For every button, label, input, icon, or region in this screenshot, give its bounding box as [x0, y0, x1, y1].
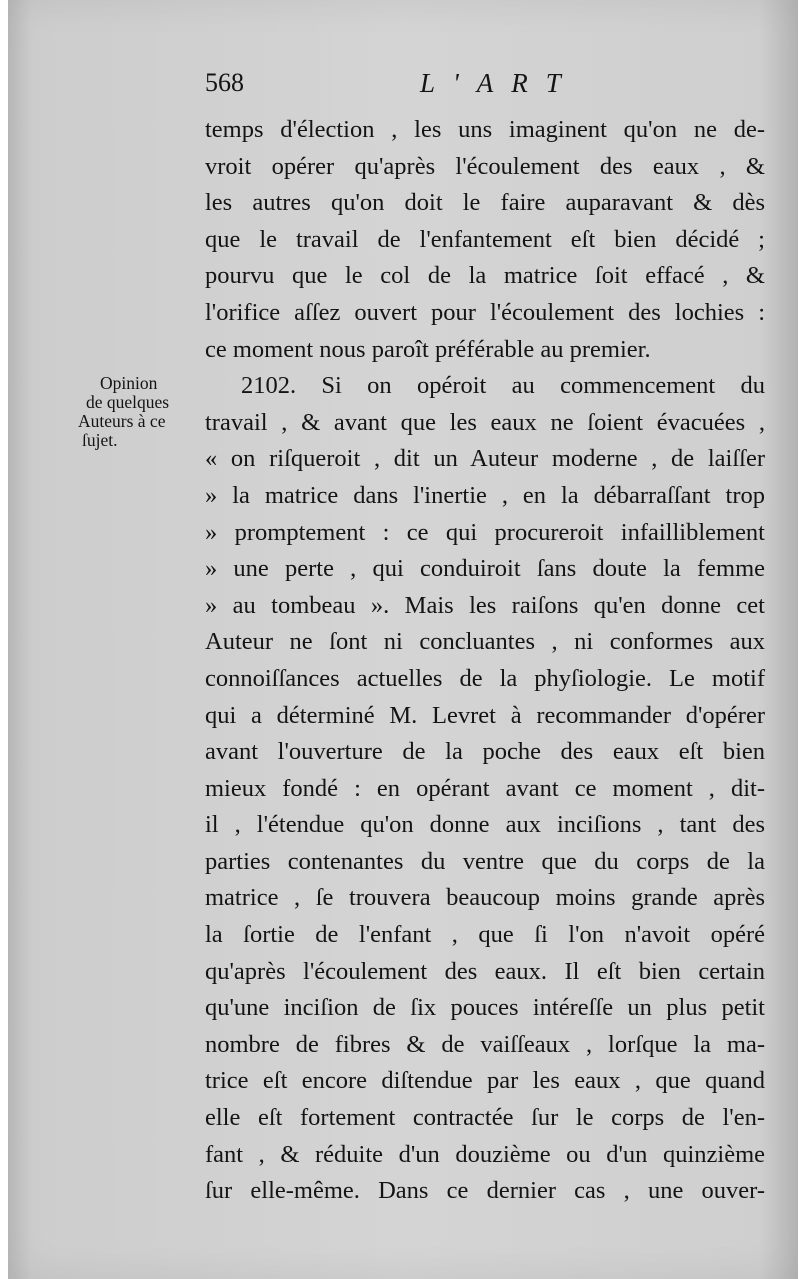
text-line: pourvu que le col de la matrice ſoit effacé , & — [205, 262, 765, 290]
margin-note-line: ſujet. — [82, 430, 118, 450]
text-line: qui a déterminé M. Levret à recommander d'opérer — [205, 701, 765, 729]
text-line: » la matrice dans l'inertie , en la débarraſſant trop — [205, 481, 765, 509]
text-line: 2102. Si on opéroit au commencement du — [241, 372, 765, 400]
book-page — [8, 0, 798, 1279]
text-line: la ſortie de l'enfant , que ſi l'on n'avoit opéré — [205, 921, 765, 949]
text-line: ſur elle-même. Dans ce dernier cas , une ouver- — [205, 1177, 765, 1205]
text-line: matrice , ſe trouvera beaucoup moins grande après — [205, 884, 765, 912]
margin-note-line: Auteurs à ce — [78, 411, 166, 431]
text-line: nombre de fibres & de vaiſſeaux , lorſque la ma- — [205, 1030, 765, 1058]
text-line: ce moment nous paroît préférable au premier. — [205, 335, 651, 363]
text-line: parties contenantes du ventre que du corps de la — [205, 847, 765, 875]
text-line: » promptement : ce qui procureroit infailliblement — [205, 518, 765, 546]
text-line: » au tombeau ». Mais les raiſons qu'en donne cet — [205, 591, 765, 619]
text-line: travail , & avant que les eaux ne ſoient évacuées , — [205, 408, 765, 436]
text-line: temps d'élection , les uns imaginent qu'on ne de- — [205, 116, 765, 143]
margin-note — [78, 374, 203, 450]
text-line: » une perte , qui conduiroit ſans doute la femme — [205, 555, 765, 583]
text-line: que le travail de l'enfantement eſt bien décidé ; — [205, 225, 765, 253]
text-line: fant , & réduite d'un douzième ou d'un quinzième — [205, 1140, 765, 1168]
text-line: qu'une inciſion de ſix pouces intéreſſe un plus petit — [205, 994, 765, 1022]
text-line: connoiſſances actuelles de la phyſiologie. Le motif — [205, 664, 765, 692]
margin-note-line: Opinion — [100, 373, 158, 393]
text-line: avant l'ouverture de la poche des eaux eſt bien — [205, 738, 765, 766]
text-line: mieux fondé : en opérant avant ce moment , dit- — [205, 774, 765, 802]
running-head: L'ART — [420, 68, 579, 98]
text-line: les autres qu'on doit le faire auparavant & dès — [205, 189, 765, 217]
text-line: il , l'étendue qu'on donne aux inciſions , tant des — [205, 811, 765, 839]
page-number: 568 — [205, 68, 244, 97]
text-line: l'orifice aſſez ouvert pour l'écoulement des lochies : — [205, 298, 765, 326]
text-line: elle eſt fortement contractée ſur le corps de l'en- — [205, 1104, 765, 1132]
text-line: Auteur ne ſont ni concluantes , ni conformes aux — [205, 628, 765, 656]
text-line: qu'après l'écoulement des eaux. Il eſt bien certain — [205, 957, 765, 985]
body-text — [205, 112, 765, 1210]
page-header — [205, 68, 765, 108]
text-line: « on riſqueroit , dit un Auteur moderne , de laiſſer — [205, 445, 765, 473]
text-line: trice eſt encore diſtendue par les eaux , que quand — [205, 1067, 765, 1095]
margin-note-line: de quelques — [86, 392, 170, 412]
text-line: vroit opérer qu'après l'écoulement des eaux , & — [205, 152, 765, 180]
